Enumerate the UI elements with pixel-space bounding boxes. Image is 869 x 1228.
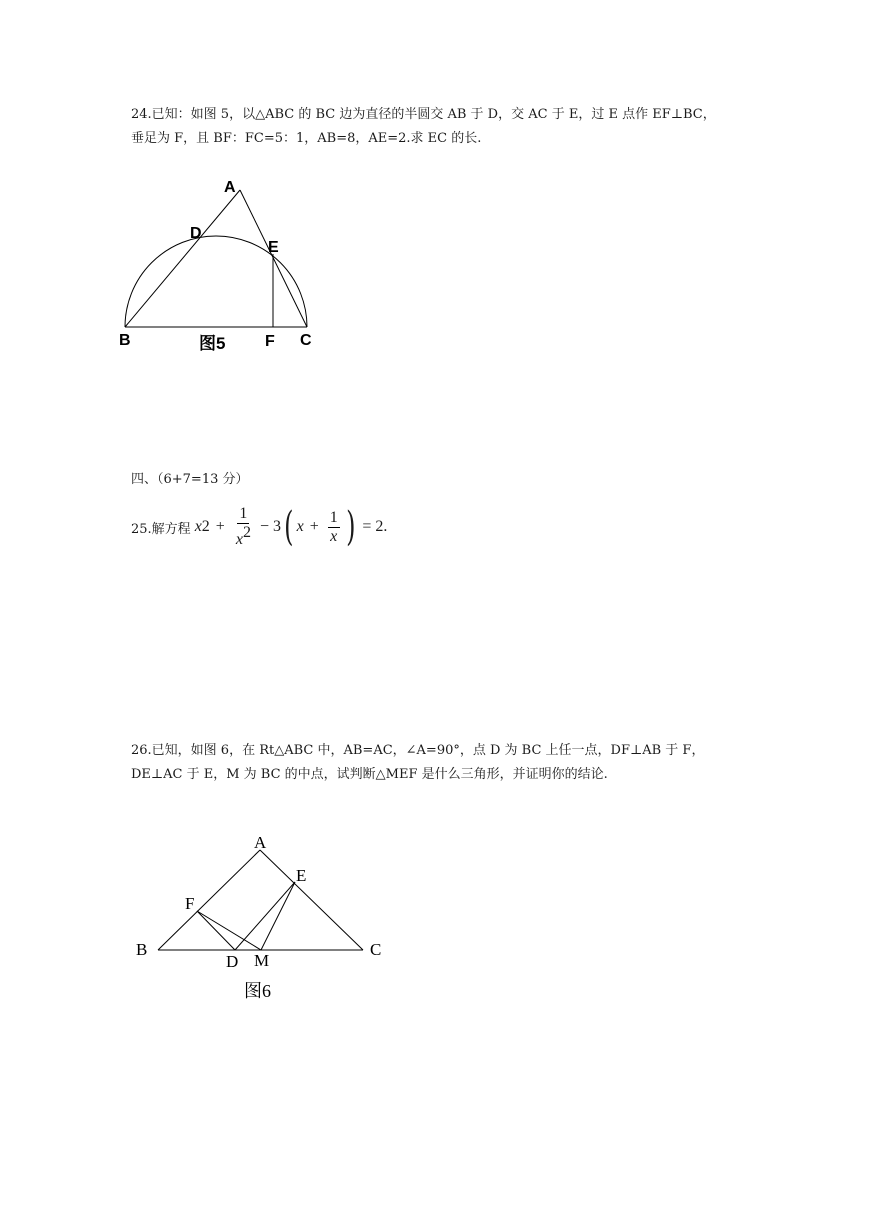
q25-var-x-2: x bbox=[296, 518, 304, 535]
q25-exp: 2 bbox=[201, 518, 210, 535]
q25-plus: + bbox=[215, 518, 225, 535]
q25-fraction-2 bbox=[328, 509, 340, 546]
figure-5-caption: 图5 bbox=[199, 334, 226, 353]
label-b: B bbox=[136, 940, 148, 959]
label-e: E bbox=[268, 239, 279, 256]
q24-line-2: 垂足为 F，且 BF：FC=5：1，AB=8，AE=2.求 EC 的长. bbox=[131, 131, 482, 146]
q25-fraction-1 bbox=[234, 505, 253, 550]
figure-5 bbox=[110, 170, 340, 360]
semicircle bbox=[125, 236, 307, 327]
figure-6 bbox=[125, 825, 395, 1010]
label-c: C bbox=[300, 332, 312, 349]
q25-var-x: x bbox=[194, 518, 202, 535]
q25-frac2-num: 1 bbox=[329, 508, 338, 526]
q25-frac1-den-exp: 2 bbox=[242, 523, 251, 541]
q25-frac2-den: x bbox=[330, 527, 338, 545]
label-a: A bbox=[254, 833, 267, 852]
label-a: A bbox=[224, 179, 236, 196]
label-m: M bbox=[254, 951, 270, 970]
q25-right-paren: ) bbox=[345, 504, 356, 550]
section-4-heading: 四、（6+7=13 分） bbox=[131, 472, 249, 487]
q25-coef: 3 bbox=[272, 518, 281, 535]
q25-equals: = 2. bbox=[362, 518, 388, 535]
label-b: B bbox=[119, 332, 131, 349]
segment-ab bbox=[125, 190, 240, 327]
label-e: E bbox=[296, 866, 307, 885]
label-c: C bbox=[370, 940, 382, 959]
q25-minus: − bbox=[259, 518, 269, 535]
label-d: D bbox=[226, 952, 239, 971]
q25-prefix: 25.解方程 bbox=[131, 521, 191, 537]
figure-6-caption: 图6 bbox=[244, 981, 271, 1001]
label-d: D bbox=[190, 225, 202, 242]
q25-left-paren: ( bbox=[284, 504, 294, 550]
q24-line-1: 24.已知：如图 5，以△ABC 的 BC 边为直径的半圆交 AB 于 D，交 AC 于 E，过 E 点作 EF⊥BC， bbox=[131, 107, 716, 122]
segment-ab bbox=[158, 850, 260, 950]
q25-frac1-den-x: x bbox=[235, 530, 243, 548]
q26-line-2: DE⊥AC 于 E，M 为 BC 的中点，试判断△MEF 是什么三角形，并证明你的结论. bbox=[131, 767, 608, 782]
q26-line-1: 26.已知，如图 6，在 Rt△ABC 中，AB=AC，∠A=90°，点 D 为 BC 上任一点，DF⊥AB 于 F， bbox=[131, 743, 705, 758]
q25-plus-2: + bbox=[309, 518, 319, 535]
segment-ac bbox=[260, 850, 363, 950]
label-f: F bbox=[265, 333, 275, 350]
label-f: F bbox=[185, 894, 195, 913]
q25-equation bbox=[131, 500, 387, 554]
segment-me bbox=[261, 882, 295, 950]
q25-frac1-num: 1 bbox=[239, 504, 248, 522]
